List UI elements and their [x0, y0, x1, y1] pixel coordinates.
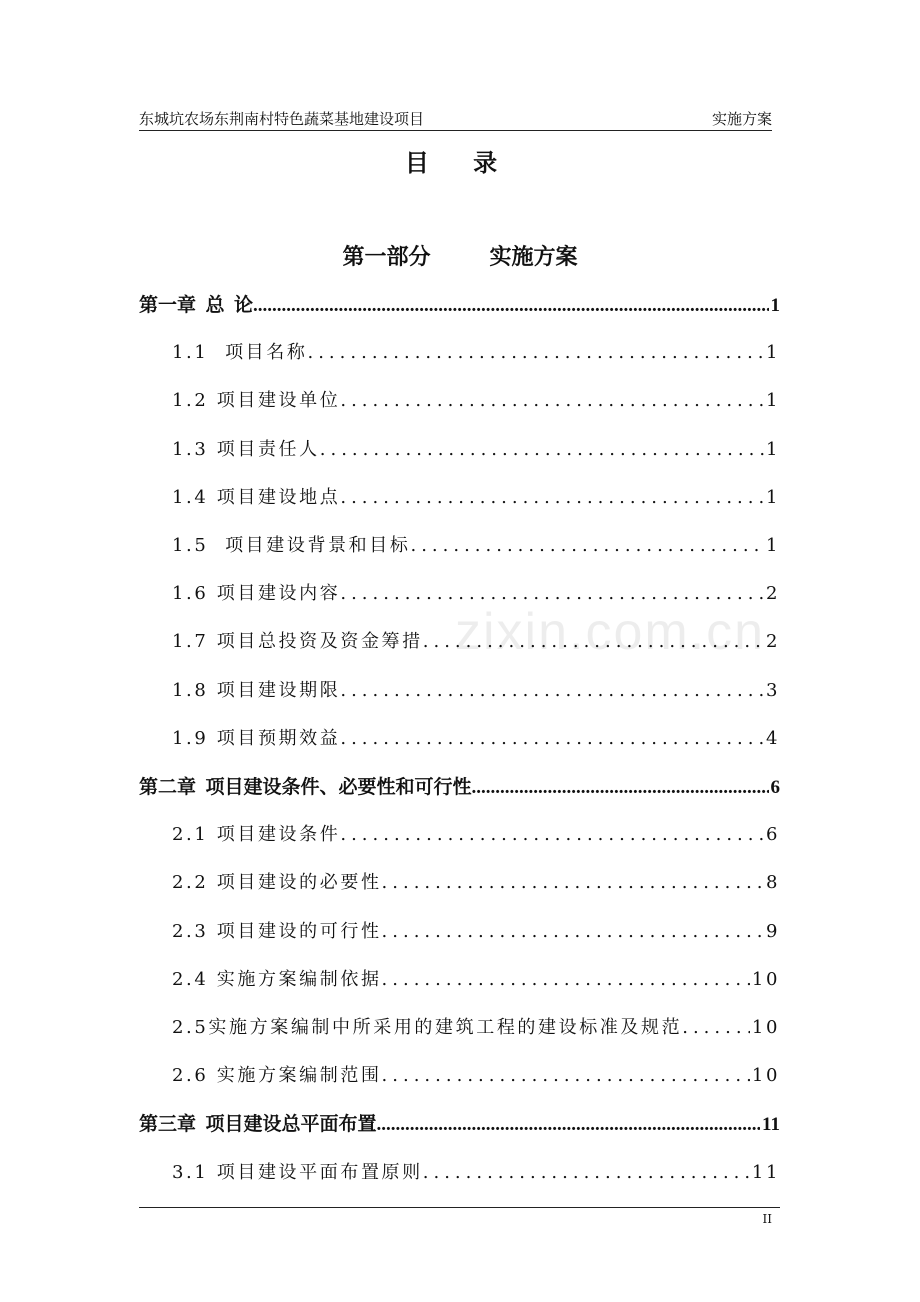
toc-leader-dots	[472, 777, 769, 799]
toc-entry-label: 2.4 实施方案编制依据	[172, 968, 382, 990]
header-project-name: 东城坑农场东荆南村特色蔬菜基地建设项目	[139, 110, 425, 128]
toc-section-entry[interactable]	[172, 483, 780, 509]
toc-entry-page: 10	[751, 1065, 780, 1087]
part-title: 第一部分 实施方案	[342, 244, 578, 270]
toc-section-entry[interactable]	[172, 1061, 780, 1087]
toc-entry-page: 1	[765, 486, 780, 508]
toc-section-entry[interactable]	[172, 531, 780, 557]
toc-entry-page: 1	[770, 295, 780, 316]
toc-leader-dots	[382, 921, 764, 942]
toc-entry-label: 2.6 实施方案编制范围	[172, 1065, 382, 1087]
toc-leader-dots	[382, 872, 764, 893]
toc-leader-dots	[253, 295, 768, 317]
toc-entry-label: 1.6 项目建设内容	[172, 583, 341, 605]
toc-leader-dots	[340, 390, 764, 411]
toc-leader-dots	[682, 1017, 750, 1038]
toc-section-entry[interactable]	[172, 965, 780, 991]
toc-entry-label: 1.3 项目责任人	[172, 438, 320, 460]
toc-entry-label: 2.5实施方案编制中所采用的建筑工程的建设标准及规范	[172, 1017, 683, 1038]
footer-divider	[139, 1207, 780, 1208]
toc-entry-page: 2	[765, 631, 780, 653]
toc-entry-page: 11	[762, 1114, 780, 1136]
toc-entry-page: 1	[765, 390, 780, 412]
toc-section-entry[interactable]	[172, 820, 780, 846]
toc-leader-dots	[382, 1065, 750, 1086]
toc-leader-dots	[340, 680, 764, 701]
toc-section-entry[interactable]	[172, 724, 780, 750]
toc-entry-page: 8	[765, 872, 780, 894]
toc-section-entry[interactable]	[172, 676, 780, 702]
toc-section-entry[interactable]	[172, 917, 780, 943]
toc-entry-label: 2.1 项目建设条件	[172, 824, 341, 846]
toc-chapter-entry[interactable]	[139, 1109, 780, 1136]
toc-entry-page: 2	[765, 583, 780, 605]
toc-entry-label: 1.2 项目建设单位	[172, 390, 341, 412]
toc-entry-page: 6	[770, 777, 780, 798]
toc-entry-page: 6	[765, 824, 780, 846]
toc-entry-page: 1	[765, 342, 780, 364]
toc-section-entry[interactable]	[172, 435, 780, 461]
toc-entry-page: 11	[751, 1161, 780, 1183]
toc-entry-label: 第三章 项目建设总平面布置	[139, 1114, 377, 1136]
toc-entry-label: 3.1 项目建设平面布置原则	[172, 1161, 423, 1183]
toc-leader-dots	[340, 824, 764, 845]
toc-entry-page: 1	[765, 535, 780, 556]
toc-chapter-entry[interactable]	[139, 772, 780, 799]
toc-entry-label: 第二章 项目建设条件、必要性和可行性	[139, 777, 472, 798]
toc-title: 目 录	[404, 148, 516, 177]
page-header	[139, 106, 772, 131]
toc-leader-dots	[307, 342, 763, 363]
toc-entry-label: 第一章 总 论	[139, 295, 254, 316]
toc-leader-dots	[382, 969, 750, 990]
toc-entry-page: 10	[751, 968, 780, 990]
toc-entry-label: 2.2 项目建设的必要性	[172, 872, 382, 894]
toc-entry-label: 2.3 项目建设的可行性	[172, 920, 382, 942]
toc-leader-dots	[320, 439, 764, 460]
toc-entry-label: 1.1 项目名称	[172, 342, 308, 364]
toc-entry-label: 1.9 项目预期效益	[172, 727, 341, 749]
toc-entry-page: 3	[765, 679, 780, 701]
toc-leader-dots	[410, 535, 763, 556]
toc-leader-dots	[340, 487, 764, 508]
toc-section-entry[interactable]	[172, 1158, 780, 1184]
watermark: zixin.com.cn	[455, 603, 766, 661]
toc-chapter-entry[interactable]	[139, 290, 780, 317]
toc-entry-label: 1.4 项目建设地点	[172, 486, 341, 508]
toc-entry-page: 4	[765, 727, 780, 749]
toc-leader-dots	[340, 728, 764, 749]
toc-entry-label: 1.7 项目总投资及资金筹措	[172, 631, 423, 653]
toc-leader-dots	[377, 1114, 761, 1136]
toc-section-entry[interactable]	[172, 1013, 780, 1039]
toc-leader-dots	[423, 1162, 750, 1183]
footer-page-number: II	[762, 1212, 772, 1226]
toc-entry-page: 9	[765, 920, 780, 942]
toc-section-entry[interactable]	[172, 868, 780, 894]
toc-entry-page: 1	[765, 438, 780, 460]
toc-section-entry[interactable]	[172, 386, 780, 412]
toc-entry-label: 1.5 项目建设背景和目标	[172, 535, 411, 556]
toc-entry-label: 1.8 项目建设期限	[172, 679, 341, 701]
toc-section-entry[interactable]	[172, 338, 780, 364]
header-doc-type: 实施方案	[711, 110, 772, 128]
toc-entry-page: 10	[751, 1017, 780, 1038]
